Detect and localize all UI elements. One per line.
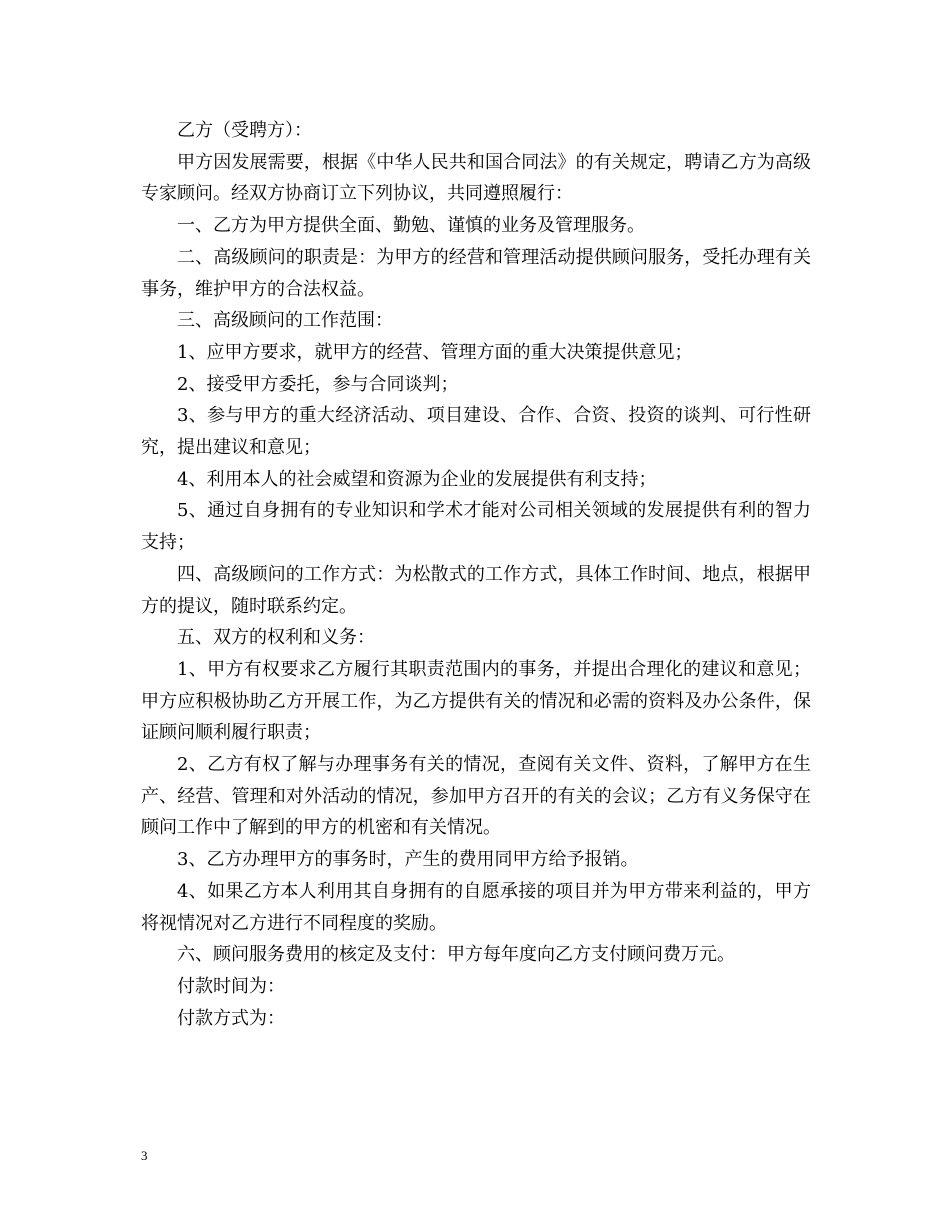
clause-5-item-2: 2、乙方有权了解与办理事务有关的情况，查阅有关文件、资料，了解甲方在生产、经营、管理和对外活动的情况，参加甲方召开的有关的会议；乙方有义务保守在顾问工作中了解到的甲方的机密和有关情况。 [141,754,811,839]
party-b-heading: 乙方（受聘方）： [177,120,312,141]
clause-2: 二、高级顾问的职责是：为甲方的经营和管理活动提供顾问服务，受托办理有关事务，维护甲方的合法权益。 [141,246,811,300]
preamble-paragraph: 甲方因发展需要，根据《中华人民共和国合同法》的有关规定，聘请乙方为高级专家顾问。经双方协商订立下列协议，共同遵照履行： [141,151,811,205]
clause-5-item-3: 3、乙方办理甲方的事务时，产生的费用同甲方给予报销。 [177,849,639,871]
clause-4: 四、高级顾问的工作方式：为松散式的工作方式，具体工作时间、地点，根据甲方的提议，随时联系约定。 [141,563,811,617]
clause-6: 六、顾问服务费用的核定及支付：甲方每年度向乙方支付顾问费万元。 [177,944,735,966]
page-number: 3 [141,1148,148,1163]
clause-3-item-5: 5、通过自身拥有的专业知识和学术才能对公司相关领域的发展提供有利的智力支持； [141,500,811,554]
clause-1: 一、乙方为甲方提供全面、勤勉、谨慎的业务及管理服务。 [177,215,645,237]
clause-3-item-4: 4、利用本人的社会威望和资源为企业的发展提供有利支持； [177,468,657,490]
clause-5-heading: 五、双方的权利和义务： [177,627,375,649]
clause-3-item-3: 3、参与甲方的重大经济活动、项目建设、合作、合资、投资的谈判、可行性研究，提出建议和意见； [141,405,811,459]
payment-time-line: 付款时间为： [177,975,285,997]
payment-method-line: 付款方式为： [177,1007,285,1029]
clause-5-item-4: 4、如果乙方本人利用其自身拥有的自愿承接的项目并为甲方带来利益的，甲方将视情况对乙方进行不同程度的奖励。 [141,880,811,934]
clause-5-item-1: 1、甲方有权要求乙方履行其职责范围内的事务，并提出合理化的建议和意见；甲方应积极协助乙方开展工作，为乙方提供有关的情况和必需的资料及办公条件，保证顾问顺利履行职责； [141,658,811,744]
clause-3-heading: 三、高级顾问的工作范围： [177,310,393,332]
clause-3-item-2: 2、接受甲方委托，参与合同谈判； [177,373,459,395]
document-body [141,115,811,1034]
clause-3-item-1: 1、应甲方要求，就甲方的经营、管理方面的重大决策提供意见； [177,341,693,363]
